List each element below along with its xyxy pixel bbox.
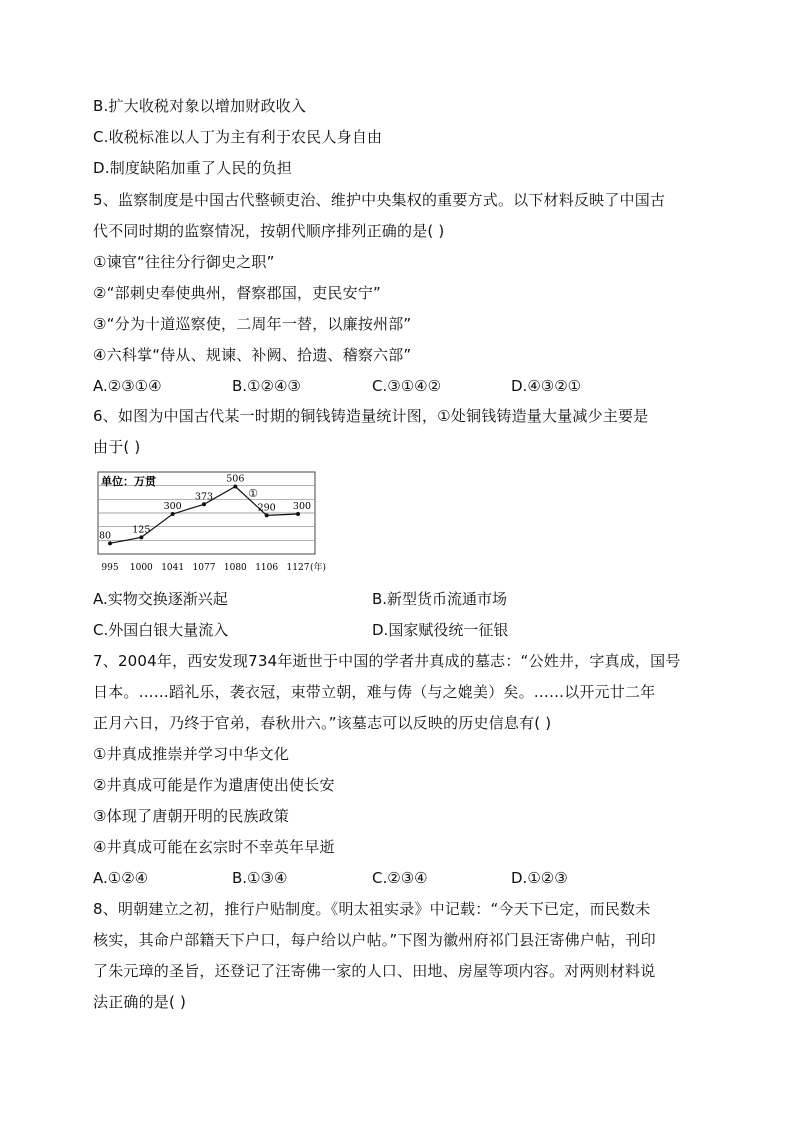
q5-stem-line-1: 5、监察制度是中国古代整顿吏治、维护中央集权的重要方式。以下材料反映了中国古	[93, 191, 666, 209]
data-label: 300	[163, 501, 182, 512]
q8-stem-line-4: 法正确的是( )	[93, 993, 187, 1011]
q5-option-c[interactable]: C.③①④②	[372, 377, 442, 395]
q4-option-d: D.制度缺陷加重了人民的负担	[93, 159, 293, 177]
x-axis-label: (年)	[310, 563, 327, 573]
q6-option-b[interactable]: B.新型货币流通市场	[372, 590, 508, 608]
x-tick-label: 1000	[129, 563, 153, 573]
data-label: 506	[226, 473, 245, 485]
q5-item-1: ①谏官“往往分行御史之职”	[93, 253, 275, 271]
q5-option-a[interactable]: A.②③①④	[93, 377, 162, 395]
q7-item-4: ④井真成可能在玄宗时不幸英年早逝	[93, 838, 335, 856]
q6-option-c[interactable]: C.外国白银大量流入	[93, 621, 229, 639]
data-point	[265, 513, 269, 517]
q5-item-4: ④六科掌“侍从、规谏、补阙、拾遗、稽察六部”	[93, 346, 412, 364]
data-label: 373	[194, 491, 214, 503]
q7-option-a[interactable]: A.①②④	[93, 869, 149, 887]
x-tick-label: 1127	[286, 563, 310, 573]
q6-stem-line-2: 由于( )	[93, 438, 141, 456]
data-point	[233, 485, 237, 489]
q7-item-1: ①井真成推崇并学习中华文化	[93, 745, 290, 763]
x-tick-label: 995	[101, 563, 119, 573]
q6-stem-line-1: 6、如图为中国古代某一时期的铜钱铸造量统计图，①处铜钱铸造量大量减少主要是	[93, 407, 649, 425]
q5-item-3: ③“分为十道巡察使，二周年一替，以廉按州部”	[93, 315, 412, 333]
data-label: 80	[98, 530, 112, 542]
q8-stem-line-1: 8、明朝建立之初，推行户贴制度。《明太祖实录》中记载：“今天下已定，而民数未	[93, 900, 651, 918]
data-point	[108, 541, 112, 545]
x-tick-label: 1041	[161, 563, 185, 573]
data-label: 125	[132, 524, 151, 536]
q5-stem-line-2: 代不同时期的监察情况，按朝代顺序排列正确的是( )	[93, 222, 445, 240]
x-tick-label: 1077	[192, 563, 216, 573]
q4-option-b: B.扩大收税对象以增加财政收入	[93, 97, 307, 115]
q7-option-b[interactable]: B.①③④	[232, 869, 288, 887]
q7-stem-line-2: 日本。……蹈礼乐，袭衣冠，束带立朝，难与俦（与之媲美）矣。……以开元廿二年	[93, 683, 656, 701]
chart-unit-label: 单位：万贯	[101, 475, 156, 488]
data-point	[296, 512, 300, 516]
data-point	[202, 502, 206, 506]
data-label: 290	[257, 502, 276, 514]
q4-option-c: C.收税标准以人丁为主有利于农民人身自由	[93, 128, 383, 146]
q5-option-b[interactable]: B.①②④③	[232, 377, 301, 395]
annotation-marker: ①	[248, 486, 258, 500]
q7-stem-line-3: 正月六日，乃终于官弟，春秋卅六。”该墓志可以反映的历史信息有( )	[93, 714, 552, 732]
q7-item-2: ②井真成可能是作为遣唐使出使长安	[93, 776, 335, 794]
x-tick-label: 1106	[255, 563, 279, 573]
q8-stem-line-2: 核实，其命户部籍天下户口，每户给以户帖。”下图为徽州府祁门县汪寄佛户帖，刊印	[93, 931, 656, 949]
q7-option-d[interactable]: D.①②③	[511, 869, 568, 887]
q6-option-d[interactable]: D.国家赋役统一征银	[372, 621, 509, 639]
q7-item-3: ③体现了唐朝开明的民族政策	[93, 807, 290, 825]
q5-item-2: ②“部刺史奉使典州，督察郡国，吏民安宁”	[93, 284, 381, 302]
q7-stem-line-1: 7、2004年，西安发现734年逝世于中国的学者井真成的墓志：“公姓井，字真成，国号	[93, 652, 681, 670]
q6-option-a[interactable]: A.实物交换逐渐兴起	[93, 590, 228, 608]
copper-coin-chart	[93, 466, 327, 576]
x-tick-label: 1080	[223, 563, 247, 573]
q7-option-c[interactable]: C.②③④	[372, 869, 428, 887]
q5-option-d[interactable]: D.④③②①	[511, 377, 582, 395]
data-point	[139, 535, 143, 539]
q8-stem-line-3: 了朱元璋的圣旨，还登记了汪寄佛一家的人口、田地、房屋等项内容。对两则材料说	[93, 962, 656, 980]
data-label: 300	[292, 501, 312, 512]
data-point	[171, 512, 175, 516]
